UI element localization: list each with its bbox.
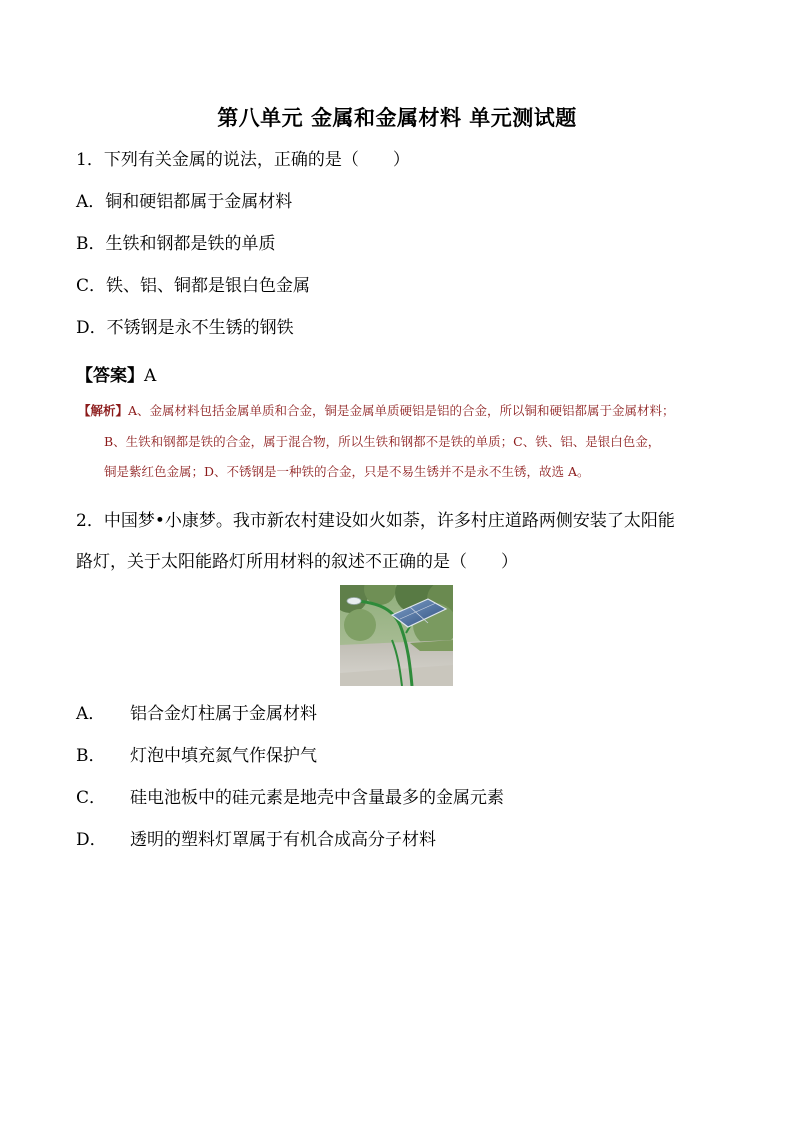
question-2-option-c-label: C． xyxy=(76,788,107,808)
question-2-stem-line-2: 路灯，关于太阳能路灯所用材料的叙述不正确的是（ ） xyxy=(76,552,518,572)
question-2-stem-line-1: 2．中国梦•小康梦。我市新农村建设如火如荼，许多村庄道路两侧安装了太阳能 xyxy=(76,511,675,531)
question-1-option-a: A．铜和硬铝都属于金属材料 xyxy=(76,192,293,212)
question-1-stem: 1．下列有关金属的说法，正确的是（ ） xyxy=(76,150,410,170)
question-1-option-c: C．铁、铝、铜都是银白色金属 xyxy=(76,276,311,296)
question-1-analysis-line-2: B、生铁和钢都是铁的合金，属于混合物，所以生铁和钢都不是铁的单质；C、铁、铝、是银白色金， xyxy=(104,434,661,449)
analysis-text: A、金属材料包括金属单质和合金，铜是金属单质硬铝是铝的合金，所以铜和硬铝都属于金属材料； xyxy=(128,403,675,418)
question-1-option-d: D．不锈钢是永不生锈的钢铁 xyxy=(76,318,294,338)
analysis-tag: 【解析】 xyxy=(78,403,129,418)
question-1-answer xyxy=(76,361,156,386)
question-2-option-a-text: 铝合金灯柱属于金属材料 xyxy=(130,704,317,724)
question-2-option-d-text: 透明的塑料灯罩属于有机合成高分子材料 xyxy=(130,830,436,850)
page-title: 第八单元 金属和金属材料 单元测试题 xyxy=(217,106,577,130)
question-1-analysis-line-1 xyxy=(78,403,675,419)
solar-street-lamp-illustration xyxy=(340,585,453,686)
question-1-option-b: B．生铁和钢都是铁的单质 xyxy=(76,234,276,254)
answer-value: A xyxy=(144,366,157,386)
question-2-option-b-label: B． xyxy=(76,746,106,766)
question-2-option-a-label: A． xyxy=(76,704,106,724)
answer-label: 【答案】 xyxy=(76,366,144,386)
solar-street-lamp-image xyxy=(340,585,453,686)
question-2-option-c-text: 硅电池板中的硅元素是地壳中含量最多的金属元素 xyxy=(130,788,504,808)
question-2-option-b-text: 灯泡中填充氮气作保护气 xyxy=(130,746,317,766)
question-1-analysis-line-3: 铜是紫红色金属；D、不锈钢是一种铁的合金，只是不易生锈并不是永不生锈，故选 A。 xyxy=(104,464,590,479)
question-2-option-d-label: D． xyxy=(76,830,107,850)
